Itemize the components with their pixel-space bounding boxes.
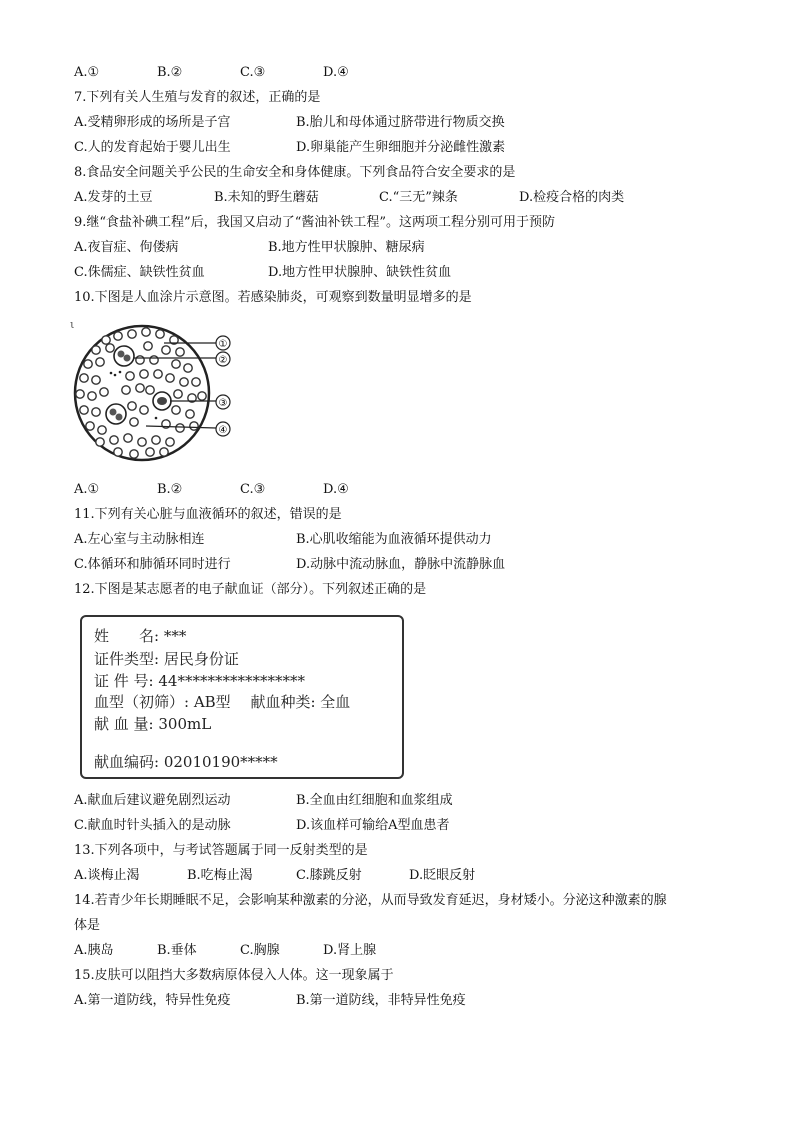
red-blood-cell [96, 438, 104, 446]
q10-option-b[interactable]: B.② [157, 482, 183, 497]
red-blood-cell [198, 392, 206, 400]
red-blood-cell [184, 364, 192, 372]
red-blood-cell [80, 374, 88, 382]
red-blood-cell [86, 422, 94, 430]
q12-stem: 12.下图是某志愿者的电子献血证（部分）。下列叙述正确的是 [74, 582, 427, 597]
red-blood-cell [114, 448, 122, 456]
red-blood-cell [96, 358, 104, 366]
q12-option-c[interactable]: C.献血时针头插入的是动脉 [74, 818, 231, 833]
red-blood-cell [176, 348, 184, 356]
q15-option-a[interactable]: A.第一道防线，特异性免疫 [74, 993, 231, 1008]
label-3: ③ [218, 398, 228, 409]
q7-option-a[interactable]: A.受精卵形成的场所是子宫 [74, 115, 231, 130]
red-blood-cell [102, 336, 110, 344]
red-blood-cell [130, 418, 138, 426]
red-blood-cell [136, 356, 144, 364]
q14-stem: 14.若青少年长期睡眠不足，会影响某种激素的分泌，从而导致发育延迟，身材矮小。分泌这种激素的腺 [74, 893, 667, 908]
red-blood-cell [154, 370, 162, 378]
red-blood-cell [146, 386, 154, 394]
q14-option-c[interactable]: C.胸腺 [240, 943, 280, 958]
q11-stem: 11.下列有关心脏与血液循环的叙述，错误的是 [74, 507, 342, 522]
q7-stem: 7.下列有关人生殖与发育的叙述，正确的是 [74, 90, 321, 105]
q11-option-d[interactable]: D.动脉中流动脉血，静脉中流静脉血 [296, 557, 506, 572]
red-blood-cell [142, 328, 150, 336]
red-blood-cell [156, 330, 164, 338]
q13-option-c[interactable]: C.膝跳反射 [296, 868, 362, 883]
q14-option-a[interactable]: A.胰岛 [74, 943, 114, 958]
red-blood-cell [128, 402, 136, 410]
card-id-type: 证件类型: 居民身份证 [94, 650, 239, 668]
q13-option-b[interactable]: B.吃梅止渴 [187, 868, 253, 883]
q12-option-a[interactable]: A.献血后建议避免剧烈运动 [74, 793, 231, 808]
card-volume: 献 血 量: 300mL [94, 715, 212, 733]
q8-option-b[interactable]: B.未知的野生蘑菇 [214, 190, 319, 205]
red-blood-cell [144, 342, 152, 350]
q7-option-c[interactable]: C.人的发育起始于婴儿出生 [74, 140, 231, 155]
card-blood-type: 血型（初筛）: AB型 献血种类: 全血 [94, 693, 351, 711]
red-blood-cell [98, 426, 106, 434]
q8-option-d[interactable]: D.检疫合格的肉类 [519, 190, 625, 205]
red-blood-cell [176, 424, 184, 432]
red-blood-cell [126, 372, 134, 380]
q11-option-b[interactable]: B.心肌收缩能为血液循环提供动力 [296, 532, 492, 547]
q11-option-a[interactable]: A.左心室与主动脉相连 [74, 532, 205, 547]
red-blood-cell [172, 406, 180, 414]
q7-option-d[interactable]: D.卵巢能产生卵细胞并分泌雌性激素 [296, 140, 506, 155]
q14-stem-cont: 体是 [74, 918, 101, 933]
red-blood-cell [180, 378, 188, 386]
red-blood-cell [160, 448, 168, 456]
red-blood-cell [92, 376, 100, 384]
red-blood-cell [80, 406, 88, 414]
q13-option-a[interactable]: A.谈梅止渴 [74, 868, 140, 883]
red-blood-cell [138, 438, 146, 446]
red-blood-cell [186, 410, 194, 418]
red-blood-cell [162, 346, 170, 354]
q9-option-d[interactable]: D.地方性甲状腺肿、缺铁性贫血 [268, 265, 452, 280]
q14-option-b[interactable]: B.垂体 [157, 943, 197, 958]
q15-option-b[interactable]: B.第一道防线，非特异性免疫 [296, 993, 466, 1008]
card-name: 姓 名: *** [94, 627, 187, 645]
q9-option-a[interactable]: A.夜盲症、佝偻病 [74, 240, 179, 255]
scan-artifact: ι [70, 318, 75, 331]
q7-option-b[interactable]: B.胎儿和母体通过脐带进行物质交换 [296, 115, 505, 130]
red-blood-cell [106, 344, 114, 352]
red-blood-cell [110, 436, 118, 444]
red-blood-cell [88, 392, 96, 400]
q10-option-d[interactable]: D.④ [323, 482, 349, 497]
red-blood-cell [100, 388, 108, 396]
red-blood-cell [166, 438, 174, 446]
q10-stem: 10.下图是人血涂片示意图。若感染肺炎，可观察到数量明显增多的是 [74, 290, 472, 305]
q8-stem: 8.食品安全问题关乎公民的生命安全和身体健康。下列食品符合安全要求的是 [74, 165, 516, 180]
q14-option-d[interactable]: D.肾上腺 [323, 943, 377, 958]
red-blood-cell [128, 330, 136, 338]
blood-smear-figure [66, 318, 246, 468]
q12-option-d[interactable]: D.该血样可输给A型血患者 [296, 818, 450, 833]
label-2: ② [218, 355, 228, 366]
q6-option-a[interactable]: A.① [74, 65, 100, 80]
q6-option-d[interactable]: D.④ [323, 65, 349, 80]
q11-option-c[interactable]: C.体循环和肺循环同时进行 [74, 557, 231, 572]
red-blood-cell [140, 406, 148, 414]
label-1: ① [218, 339, 228, 350]
label-4: ④ [218, 425, 228, 436]
q8-option-c[interactable]: C.“三无”辣条 [379, 190, 458, 205]
red-blood-cell [192, 378, 200, 386]
q13-option-d[interactable]: D.眨眼反射 [409, 868, 476, 883]
red-blood-cell [140, 370, 148, 378]
red-blood-cell [152, 436, 160, 444]
q6-option-c[interactable]: C.③ [240, 65, 266, 80]
red-blood-cell [92, 346, 100, 354]
q10-option-c[interactable]: C.③ [240, 482, 266, 497]
q12-option-b[interactable]: B.全血由红细胞和血浆组成 [296, 793, 453, 808]
red-blood-cell [190, 422, 198, 430]
red-blood-cell [150, 356, 158, 364]
q9-option-c[interactable]: C.侏儒症、缺铁性贫血 [74, 265, 205, 280]
q15-stem: 15.皮肤可以阻挡大多数病原体侵入人体。这一现象属于 [74, 968, 394, 983]
red-blood-cell [136, 384, 144, 392]
red-blood-cell [172, 360, 180, 368]
red-blood-cell [130, 450, 138, 458]
card-donation-code: 献血编码: 02010190***** [94, 753, 278, 771]
q9-stem: 9.继“食盐补碘工程”后，我国又启动了“酱油补铁工程”。这两项工程分别可用于预防 [74, 215, 555, 230]
red-blood-cell [92, 408, 100, 416]
q13-stem: 13.下列各项中，与考试答题属于同一反射类型的是 [74, 843, 368, 858]
red-blood-cell [174, 390, 182, 398]
q8-option-a[interactable]: A.发芽的土豆 [74, 190, 153, 205]
red-blood-cell [114, 332, 122, 340]
q6-option-b[interactable]: B.② [157, 65, 183, 80]
red-blood-cell [146, 448, 154, 456]
red-blood-cell [122, 386, 130, 394]
red-blood-cell [76, 390, 84, 398]
card-id-number: 证 件 号: 44***************** [94, 672, 305, 690]
blood-donation-card [80, 615, 404, 779]
red-blood-cell [84, 360, 92, 368]
q9-option-b[interactable]: B.地方性甲状腺肿、糖尿病 [268, 240, 425, 255]
red-blood-cell [166, 374, 174, 382]
q10-option-a[interactable]: A.① [74, 482, 100, 497]
red-blood-cell [124, 434, 132, 442]
